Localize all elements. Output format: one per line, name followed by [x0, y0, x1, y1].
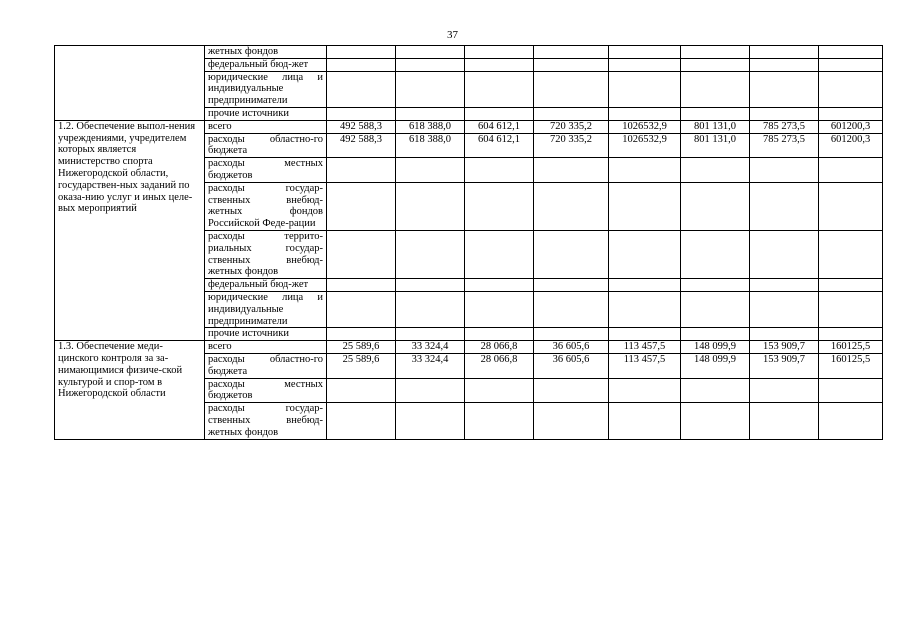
amount-cell: 618 388,0: [396, 133, 465, 158]
amount-cell: [609, 279, 681, 292]
amount-cell: [327, 279, 396, 292]
amount-cell: [327, 378, 396, 403]
page-number: 37: [447, 29, 458, 41]
amount-cell: [681, 291, 750, 327]
amount-cell: 153 909,7: [750, 353, 819, 378]
funding-source: расходы областно-го бюджета: [205, 353, 327, 378]
amount-cell: [534, 378, 609, 403]
amount-cell: 785 273,5: [750, 120, 819, 133]
amount-cell: [465, 279, 534, 292]
activity-name-cell: [55, 341, 205, 439]
amount-cell: 601200,3: [819, 120, 883, 133]
amount-cell: 28 066,8: [465, 341, 534, 354]
amount-cell: 153 909,7: [750, 341, 819, 354]
amount-cell: [681, 107, 750, 120]
amount-cell: [465, 378, 534, 403]
amount-cell: [681, 328, 750, 341]
amount-cell: 801 131,0: [681, 133, 750, 158]
amount-cell: [609, 71, 681, 107]
amount-cell: [750, 291, 819, 327]
amount-cell: [819, 230, 883, 278]
amount-cell: [396, 58, 465, 71]
amount-cell: 492 588,3: [327, 133, 396, 158]
amount-cell: [819, 71, 883, 107]
amount-cell: [396, 158, 465, 183]
amount-cell: [327, 58, 396, 71]
amount-cell: 113 457,5: [609, 341, 681, 354]
activity-name-cell: [55, 120, 205, 340]
amount-cell: 25 589,6: [327, 353, 396, 378]
amount-cell: [681, 182, 750, 230]
amount-cell: [750, 230, 819, 278]
funding-source: федеральный бюд-жет: [205, 58, 327, 71]
amount-cell: [609, 328, 681, 341]
amount-cell: [681, 230, 750, 278]
amount-cell: [819, 182, 883, 230]
funding-source: расходы государ-ственных внебюд-жетных фондов: [205, 403, 327, 439]
funding-source: расходы местных бюджетов: [205, 378, 327, 403]
budget-table: [54, 45, 883, 440]
amount-cell: [534, 58, 609, 71]
funding-source: юридические лица и индивидуальные предприниматели: [205, 291, 327, 327]
amount-cell: 618 388,0: [396, 120, 465, 133]
amount-cell: [465, 107, 534, 120]
amount-cell: [750, 182, 819, 230]
amount-cell: [465, 158, 534, 183]
amount-cell: 36 605,6: [534, 341, 609, 354]
amount-cell: 36 605,6: [534, 353, 609, 378]
amount-cell: 33 324,4: [396, 353, 465, 378]
amount-cell: [819, 158, 883, 183]
amount-cell: 148 099,9: [681, 353, 750, 378]
amount-cell: [396, 182, 465, 230]
amount-cell: [609, 182, 681, 230]
activity-name: 1.2. Обеспечение выпол-нения учреждениями, учредителем которых является министерство спорта Нижегородской области, государствен-ных заданий по оказа-нию услуг и иных целе-вых мероприятий: [58, 120, 196, 215]
amount-cell: [750, 71, 819, 107]
amount-cell: 604 612,1: [465, 120, 534, 133]
amount-cell: 492 588,3: [327, 120, 396, 133]
amount-cell: [534, 328, 609, 341]
funding-source: прочие источники: [205, 328, 327, 341]
amount-cell: [609, 378, 681, 403]
amount-cell: [327, 107, 396, 120]
funding-source: жетных фондов: [205, 46, 327, 59]
amount-cell: 160125,5: [819, 341, 883, 354]
amount-cell: [465, 328, 534, 341]
amount-cell: 601200,3: [819, 133, 883, 158]
amount-cell: [327, 71, 396, 107]
amount-cell: [681, 71, 750, 107]
amount-cell: 1026532,9: [609, 133, 681, 158]
amount-cell: 604 612,1: [465, 133, 534, 158]
amount-cell: [465, 182, 534, 230]
amount-cell: [609, 230, 681, 278]
amount-cell: [534, 107, 609, 120]
amount-cell: [609, 58, 681, 71]
amount-cell: [327, 46, 396, 59]
table-row: [55, 120, 883, 133]
amount-cell: [534, 158, 609, 183]
amount-cell: [750, 378, 819, 403]
amount-cell: [819, 107, 883, 120]
amount-cell: 720 335,2: [534, 133, 609, 158]
amount-cell: [609, 403, 681, 439]
amount-cell: [534, 71, 609, 107]
amount-cell: [465, 230, 534, 278]
amount-cell: 25 589,6: [327, 341, 396, 354]
amount-cell: 33 324,4: [396, 341, 465, 354]
amount-cell: [534, 291, 609, 327]
amount-cell: [609, 291, 681, 327]
amount-cell: [681, 58, 750, 71]
amount-cell: [534, 403, 609, 439]
amount-cell: [327, 182, 396, 230]
amount-cell: [819, 378, 883, 403]
amount-cell: [681, 279, 750, 292]
amount-cell: [750, 46, 819, 59]
table-row: [55, 46, 883, 59]
amount-cell: [819, 403, 883, 439]
activity-name: 1.3. Обеспечение меди-цинского контроля за за-нимающимися физиче-ской культурой и спор-том в Нижегородской области: [58, 341, 183, 400]
amount-cell: [327, 230, 396, 278]
amount-cell: [609, 46, 681, 59]
amount-cell: [465, 46, 534, 59]
amount-cell: [609, 158, 681, 183]
amount-cell: [327, 403, 396, 439]
funding-source: всего: [205, 341, 327, 354]
amount-cell: [750, 328, 819, 341]
amount-cell: [465, 403, 534, 439]
amount-cell: [534, 182, 609, 230]
amount-cell: [534, 279, 609, 292]
amount-cell: [819, 46, 883, 59]
amount-cell: [681, 158, 750, 183]
amount-cell: [396, 107, 465, 120]
amount-cell: [750, 107, 819, 120]
amount-cell: [819, 328, 883, 341]
funding-source: федеральный бюд-жет: [205, 279, 327, 292]
amount-cell: [681, 46, 750, 59]
funding-source: прочие источники: [205, 107, 327, 120]
amount-cell: 28 066,8: [465, 353, 534, 378]
funding-source: расходы областно-го бюджета: [205, 133, 327, 158]
amount-cell: [396, 230, 465, 278]
amount-cell: [465, 71, 534, 107]
amount-cell: [534, 230, 609, 278]
amount-cell: 801 131,0: [681, 120, 750, 133]
amount-cell: [327, 291, 396, 327]
amount-cell: [681, 378, 750, 403]
amount-cell: [327, 158, 396, 183]
amount-cell: 785 273,5: [750, 133, 819, 158]
amount-cell: [396, 403, 465, 439]
amount-cell: 1026532,9: [609, 120, 681, 133]
amount-cell: [465, 58, 534, 71]
amount-cell: [819, 58, 883, 71]
amount-cell: 720 335,2: [534, 120, 609, 133]
amount-cell: [534, 46, 609, 59]
amount-cell: [396, 279, 465, 292]
amount-cell: [750, 158, 819, 183]
amount-cell: 160125,5: [819, 353, 883, 378]
amount-cell: [750, 279, 819, 292]
amount-cell: [396, 378, 465, 403]
funding-source: всего: [205, 120, 327, 133]
amount-cell: [819, 291, 883, 327]
funding-source: расходы государ-ственных внебюд-жетных фондов Российской Феде-рации: [205, 182, 327, 230]
amount-cell: [609, 107, 681, 120]
funding-source: расходы террито-риальных государ-ственных внебюд-жетных фондов: [205, 230, 327, 278]
amount-cell: 113 457,5: [609, 353, 681, 378]
amount-cell: [396, 71, 465, 107]
amount-cell: [396, 328, 465, 341]
funding-source: расходы местных бюджетов: [205, 158, 327, 183]
activity-name-cell: [55, 46, 205, 121]
amount-cell: [750, 58, 819, 71]
amount-cell: [465, 291, 534, 327]
amount-cell: [396, 46, 465, 59]
amount-cell: [327, 328, 396, 341]
funding-source: юридические лица и индивидуальные предприниматели: [205, 71, 327, 107]
amount-cell: [396, 291, 465, 327]
amount-cell: 148 099,9: [681, 341, 750, 354]
amount-cell: [819, 279, 883, 292]
amount-cell: [681, 403, 750, 439]
table-row: [55, 341, 883, 354]
amount-cell: [750, 403, 819, 439]
